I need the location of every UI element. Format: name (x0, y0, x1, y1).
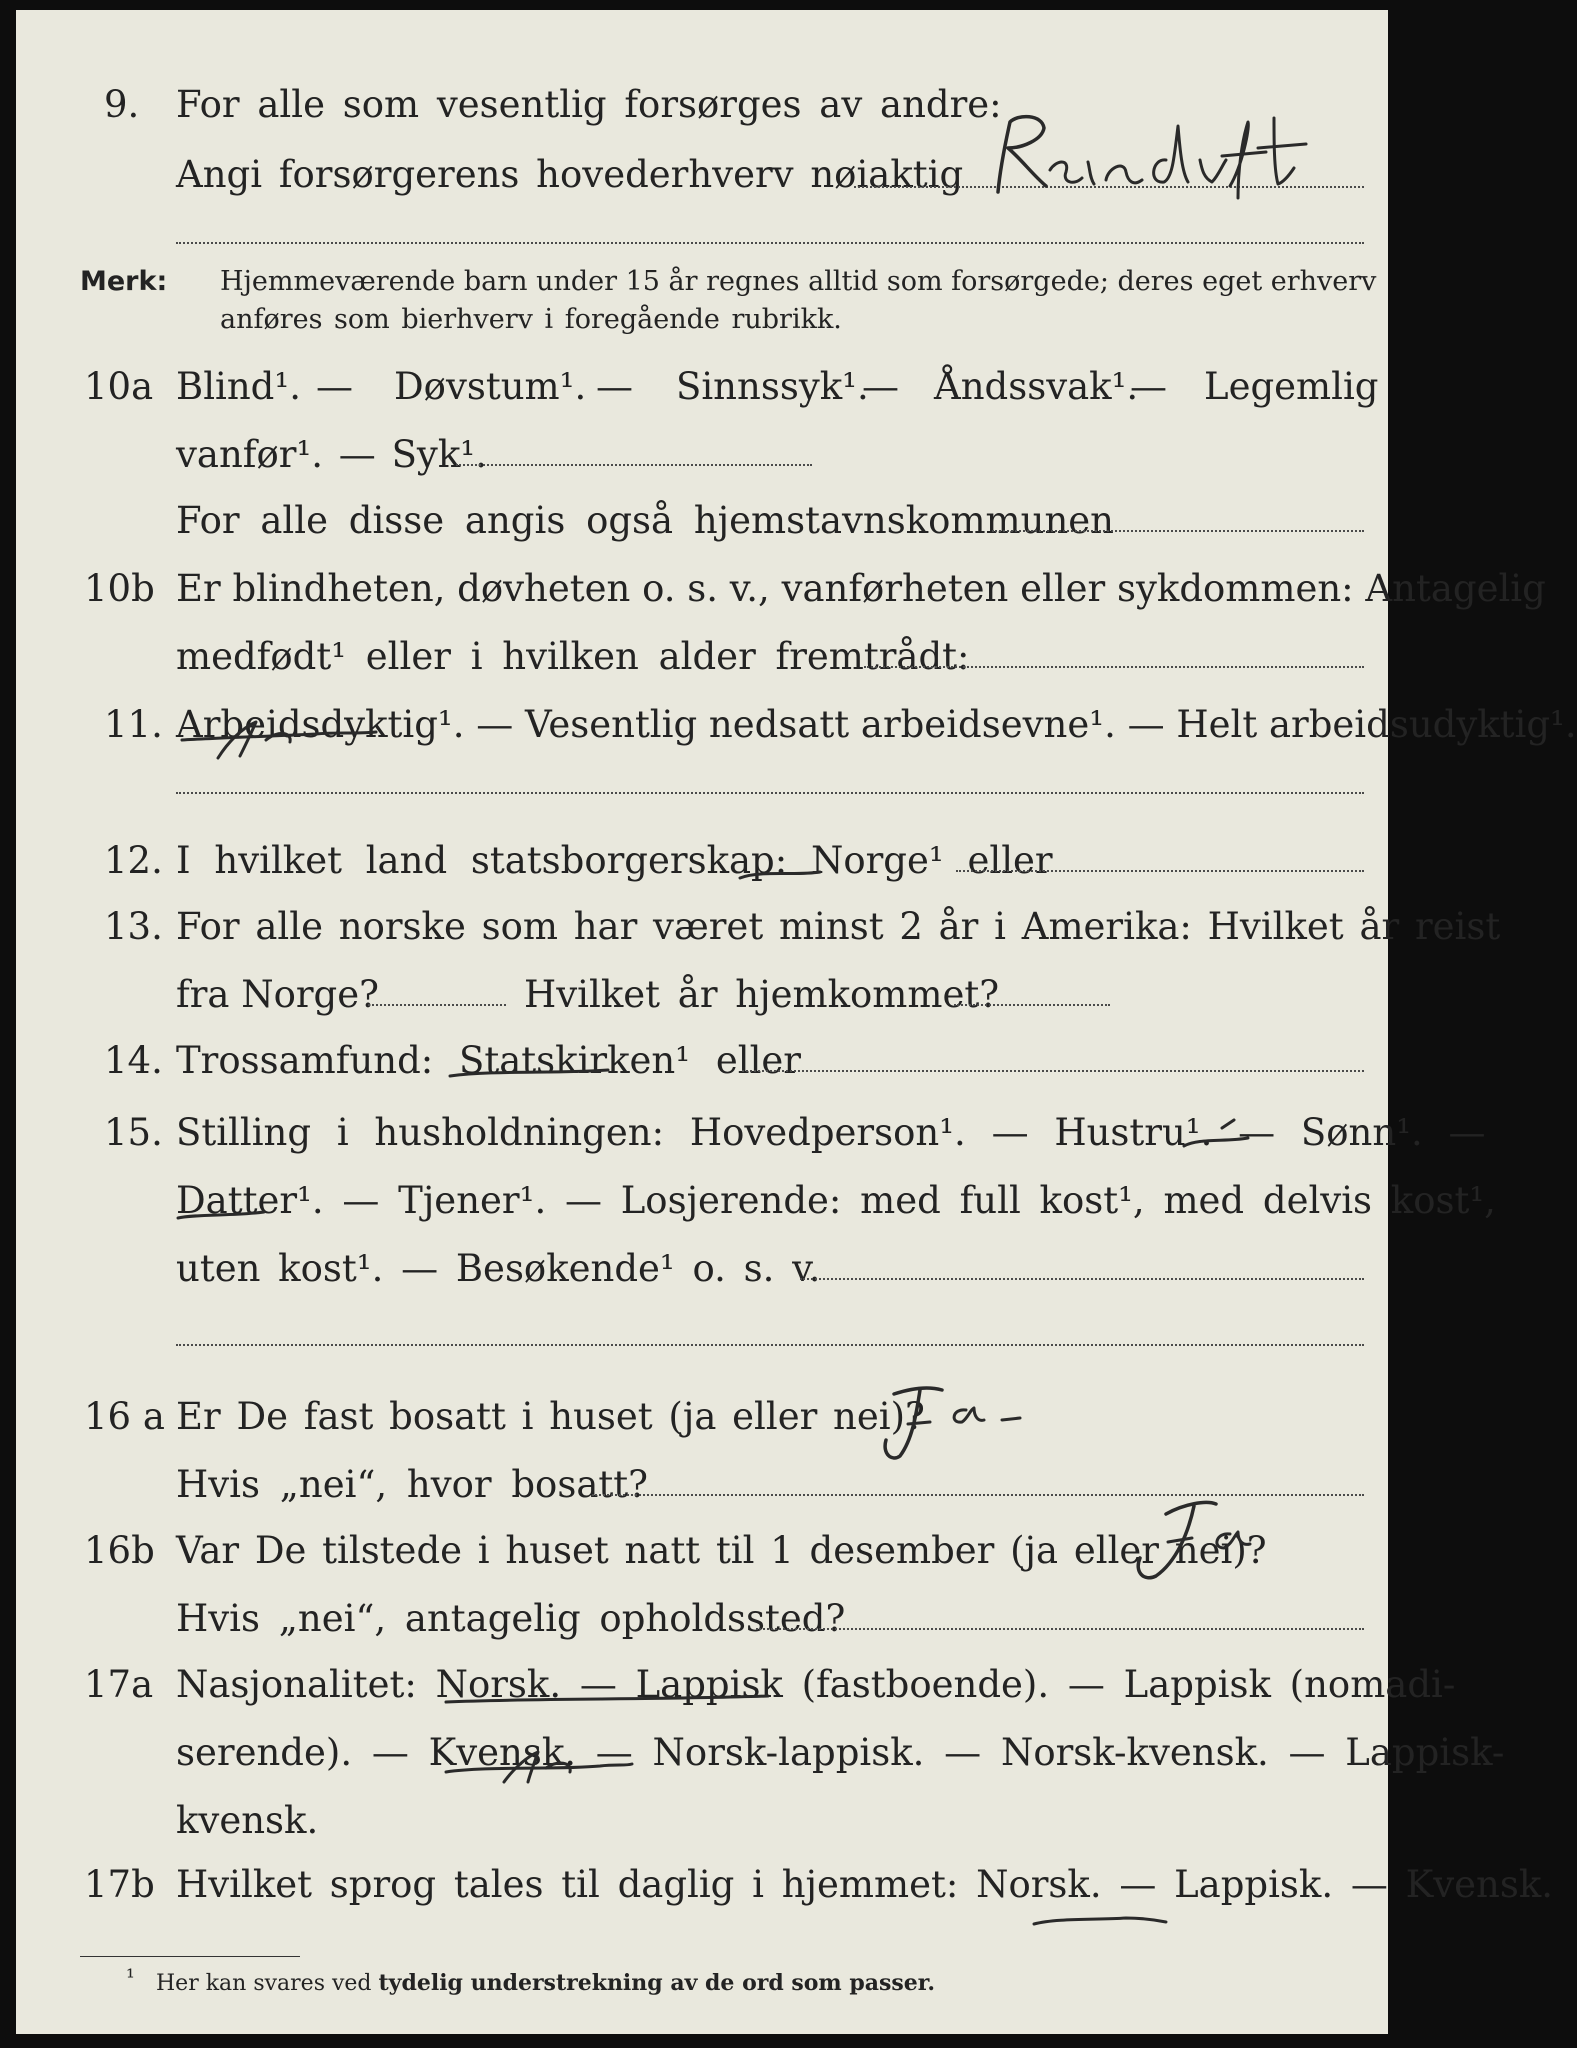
q10b-line1: Er blindheten, døvheten o. s. v., vanførheten eller sykdommen: Antagelig (176, 567, 1546, 610)
q10a-dash-3: — (862, 365, 899, 408)
q10a-sinnssyk: Sinnssyk¹. (676, 365, 869, 408)
q16a-line2: Hvis „nei“, hvor bosatt? (176, 1463, 648, 1506)
q9-extra-line[interactable] (176, 242, 1364, 244)
q13-line2a: fra Norge? (176, 973, 379, 1016)
q16b-line1: Var De tilstede i huset natt til 1 desember (ja eller nei)? (176, 1529, 1267, 1572)
item-number-15: 15. (104, 1111, 163, 1154)
item-number-16b: 16b (84, 1529, 155, 1572)
q14-answer-line[interactable] (742, 1070, 1364, 1072)
q16a-line1: Er De fast bosatt i huset (ja eller nei)? (176, 1395, 925, 1438)
item-number-10a: 10a (84, 365, 154, 408)
item-number-10b: 10b (84, 567, 155, 610)
item-number-17b: 17b (84, 1863, 155, 1906)
q9-line2: Angi forsørgerens hovederhverv nøiaktig (176, 153, 964, 196)
q10a-hjemstavn-line[interactable] (992, 530, 1364, 532)
q9-line1: For alle som vesentlig forsørges av andre: (176, 83, 1002, 126)
item-number-17a: 17a (84, 1663, 154, 1706)
item-number-14: 14. (104, 1039, 163, 1082)
footnote-text-bold: tydelig understrekning av de ord som passer. (378, 1970, 936, 1996)
q15-answer-line[interactable] (800, 1278, 1364, 1280)
q11-extra-line[interactable] (176, 792, 1364, 794)
q10a-dash-1: — (316, 365, 353, 408)
q15-line3: uten kost¹. — Besøkende¹ o. s. v. (176, 1247, 821, 1290)
q12-line1: I hvilket land statsborgerskap: Norge¹ eller (176, 839, 1053, 882)
q13-line1: For alle norske som har været minst 2 år i Amerika: Hvilket år reist (176, 905, 1501, 948)
footnote-text (156, 1972, 935, 1995)
q10b-answer-line[interactable] (864, 666, 1364, 668)
q9-answer-line[interactable] (854, 186, 1364, 188)
handwriting-lappisk-underline (1034, 1918, 1166, 1924)
q10a-line3: For alle disse angis også hjemstavnskommunen (176, 499, 1115, 542)
q15-line1: Stilling i husholdningen: Hovedperson¹. — Hustru¹. — Sønn¹. — (176, 1111, 1486, 1154)
q12-answer-line[interactable] (956, 870, 1364, 872)
item-number-16a: 16 a (84, 1395, 165, 1438)
item-number-11: 11. (104, 703, 163, 746)
q13-reist-line[interactable] (368, 1004, 506, 1006)
footnote-text-plain: Her kan svares ved (156, 1971, 372, 1996)
merk-line2: anføres som bierhverv i foregående rubrikk. (220, 304, 842, 335)
q10a-syk-line[interactable] (456, 464, 812, 466)
census-form-page (16, 10, 1577, 2034)
merk-line1: Hjemmeværende barn under 15 år regnes alltid som forsørgede; deres eget erhverv (220, 266, 1377, 297)
q10a-legemlig: Legemlig (1204, 365, 1379, 408)
footnote-mark: ¹ (126, 1966, 135, 1991)
item-number-13: 13. (104, 905, 163, 948)
q15-extra-line[interactable] (176, 1344, 1364, 1346)
q10a-dovstum: Døvstum¹. (394, 365, 587, 408)
q11-line1: Arbeidsdyktig¹. — Vesentlig nedsatt arbeidsevne¹. — Helt arbeidsudyktig¹. (176, 703, 1577, 746)
q10b-line2: medfødt¹ eller i hvilken alder fremtrådt: (176, 635, 970, 678)
q13-line2b: Hvilket år hjemkommet? (524, 973, 1000, 1016)
footnote-rule (80, 1956, 300, 1957)
q16b-opholdssted-line[interactable] (756, 1628, 1364, 1630)
q17b-line1: Hvilket sprog tales til daglig i hjemmet: Norsk. — Lappisk. — Kvensk. (176, 1863, 1554, 1906)
q10a-dash-2: — (596, 365, 633, 408)
q10a-line2: vanfør¹. — Syk¹. (176, 433, 487, 476)
q10a-andssvak: Åndssvak¹. (934, 365, 1139, 408)
q17a-line3: kvensk. (176, 1799, 319, 1842)
q16b-line2: Hvis „nei“, antagelig opholdssted? (176, 1597, 846, 1640)
q17a-line1: Nasjonalitet: Norsk. — Lappisk (fastboende). — Lappisk (nomadi- (176, 1663, 1456, 1706)
q10a-dash-4: — (1130, 365, 1167, 408)
q14-line1: Trossamfund: Statskirken¹ eller (176, 1039, 801, 1082)
item-number-12: 12. (104, 839, 163, 882)
q15-line2: Datter¹. — Tjener¹. — Losjerende: med full kost¹, med delvis kost¹, (176, 1179, 1496, 1222)
q16a-bosatt-line[interactable] (592, 1494, 1364, 1496)
item-number-9: 9. (104, 83, 140, 126)
q13-hjemkommet-line[interactable] (954, 1004, 1110, 1006)
q17a-line2: serende). — Kvensk. — Norsk-lappisk. — Norsk-kvensk. — Lappisk- (176, 1731, 1505, 1774)
merk-label: Merk: (80, 266, 168, 297)
q10a-blind: Blind¹. (176, 365, 301, 408)
